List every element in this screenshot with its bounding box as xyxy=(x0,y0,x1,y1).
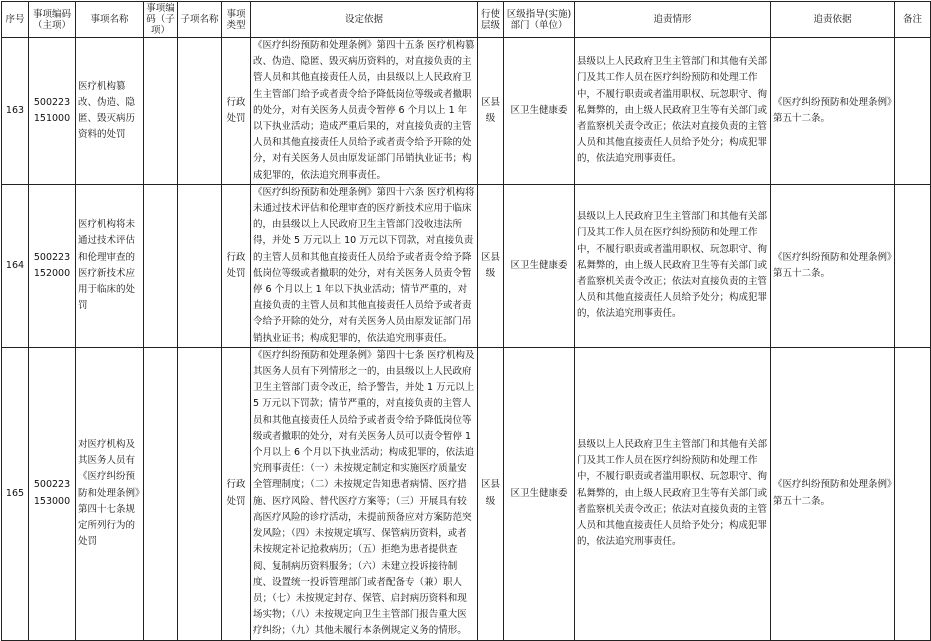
row-note xyxy=(895,347,931,640)
row-basis: 《医疗纠纷预防和处理条例》第四十七条 医疗机构及其医务人员有下列情形之一的，由县级以上人民政府卫生主管部门责令改正，给予警告，并处 1 万元以上 5 万元以下罚款；情节严重的，对直接负责的主管人员和其他直接责任人员给予或者责令给予降低岗位等级或者撤职的处分，对有关医务人员可以责令暂停 1 个月以上 6 个月以下执业活动；构成犯罪的，依法追究刑事责任：（一）未按规定制定和实施医疗质量安全管理制度；（二）未按规定告知患者病情、医疗措施、医疗风险、替代医疗方案等；（三）开展具有较高医疗风险的诊疗活动，未提前预备应对方案防范突发风险；（四）未按规定填写、保管病历资料，或者未按规定补记抢救病历；（五）拒绝为患者提供查阅、复制病历资料服务；（六）未建立投诉接待制度、设置统一投诉管理部门或者配备专（兼）职人员；（七）未按规定封存、保管、启封病历资料和现场实物；（八）未按规定向卫生主管部门报告重大医疗纠纷；（九）其他未履行本条例规定义务的情形。 xyxy=(251,347,478,640)
row-code: 500223153000 xyxy=(29,347,76,640)
header-seq: 序号 xyxy=(2,2,29,38)
header-sub-name: 子项名称 xyxy=(178,2,222,38)
row-seq: 163 xyxy=(2,38,29,185)
row-accountability: 县级以上人民政府卫生主管部门和其他有关部门及其工作人员在医疗纠纷预防和处理工作中，不履行职责或者滥用职权、玩忽职守、徇私舞弊的，由上级人民政府卫生等有关部门或者监察机关责令改正；依法对直接负责的主管人员和其他直接责任人员给予处分；构成犯罪的，依法追究刑事责任。 xyxy=(575,184,771,347)
row-basis: 《医疗纠纷预防和处理条例》第四十五条 医疗机构篡改、伪造、隐匿、毁灭病历资料的，对直接负责的主管人员和其他直接责任人员，由县级以上人民政府卫生主管部门给予或者责令给予降低岗位等级或者撤职的处分，对有关医务人员责令暂停 6 个月以上 1 年以下执业活动；造成严重后果的，对直接负责的主管人员和其他直接责任人员给予或者责令给予开除的处分，对有关医务人员由原发证部门吊销执业证书；构成犯罪的，依法追究刑事责任。 xyxy=(251,38,478,185)
row-code-sub xyxy=(144,347,178,640)
row-level: 区县级 xyxy=(478,184,504,347)
row-note xyxy=(895,184,931,347)
row-acc-basis: 《医疗纠纷预防和处理条例》第五十二条。 xyxy=(771,184,895,347)
row-basis: 《医疗纠纷预防和处理条例》第四十六条 医疗机构将未通过技术评估和伦理审查的医疗新技术应用于临床的，由县级以上人民政府卫生主管部门没收违法所得，并处 5 万元以上 10 万元以下罚款，对直接负责的主管人员和其他直接责任人员给予或者责令给予降低岗位等级或者撤职的处分，对有关医务人员责令暂停 6 个月以上 1 年以下执业活动；情节严重的，对直接负责的主管人员和其他直接责任人员给予或者责令给予开除的处分，对有关医务人员由原发证部门吊销执业证书；构成犯罪的，依法追究刑事责任。 xyxy=(251,184,478,347)
row-seq: 165 xyxy=(2,347,29,640)
row-acc-basis: 《医疗纠纷预防和处理条例》第五十二条。 xyxy=(771,347,895,640)
header-accountability: 追责情形 xyxy=(575,2,771,38)
row-type: 行政处罚 xyxy=(222,38,251,185)
header-row xyxy=(2,2,931,38)
row-name: 对医疗机构及其医务人员有《医疗纠纷预防和处理条例》第四十七条规定所列行为的处罚 xyxy=(76,347,144,640)
header-note: 备注 xyxy=(895,2,931,38)
row-dept: 区卫生健康委 xyxy=(504,347,575,640)
table-row xyxy=(2,347,931,640)
row-level: 区县级 xyxy=(478,38,504,185)
table-row xyxy=(2,184,931,347)
row-code: 500223152000 xyxy=(29,184,76,347)
table-row xyxy=(2,38,931,185)
header-code-sub: 事项编码（子项） xyxy=(144,2,178,38)
header-code-main: 事项编码（主项） xyxy=(29,2,76,38)
row-sub-name xyxy=(178,347,222,640)
row-name: 医疗机构篡改、伪造、隐匿、毁灭病历资料的处罚 xyxy=(76,38,144,185)
row-code-sub xyxy=(144,38,178,185)
row-seq: 164 xyxy=(2,184,29,347)
header-basis: 设定依据 xyxy=(251,2,478,38)
row-level: 区县级 xyxy=(478,347,504,640)
header-dept: 区级指导(实施)部门（单位） xyxy=(504,2,575,38)
row-code-sub xyxy=(144,184,178,347)
row-name: 医疗机构将未通过技术评估和伦理审查的医疗新技术应用于临床的处罚 xyxy=(76,184,144,347)
header-acc-basis: 追责依据 xyxy=(771,2,895,38)
row-accountability: 县级以上人民政府卫生主管部门和其他有关部门及其工作人员在医疗纠纷预防和处理工作中，不履行职责或者滥用职权、玩忽职守、徇私舞弊的，由上级人民政府卫生等有关部门或者监察机关责令改正；依法对直接负责的主管人员和其他直接责任人员给予处分；构成犯罪的，依法追究刑事责任。 xyxy=(575,38,771,185)
header-name: 事项名称 xyxy=(76,2,144,38)
row-dept: 区卫生健康委 xyxy=(504,38,575,185)
header-type: 事项类型 xyxy=(222,2,251,38)
row-note xyxy=(895,38,931,185)
row-dept: 区卫生健康委 xyxy=(504,184,575,347)
row-type: 行政处罚 xyxy=(222,184,251,347)
matter-table xyxy=(1,1,931,641)
row-acc-basis: 《医疗纠纷预防和处理条例》第五十二条。 xyxy=(771,38,895,185)
header-level: 行使层级 xyxy=(478,2,504,38)
row-type: 行政处罚 xyxy=(222,347,251,640)
row-code: 500223151000 xyxy=(29,38,76,185)
row-sub-name xyxy=(178,184,222,347)
row-sub-name xyxy=(178,38,222,185)
row-accountability: 县级以上人民政府卫生主管部门和其他有关部门及其工作人员在医疗纠纷预防和处理工作中，不履行职责或者滥用职权、玩忽职守、徇私舞弊的，由上级人民政府卫生等有关部门或者监察机关责令改正；依法对直接负责的主管人员和其他直接责任人员给予处分；构成犯罪的，依法追究刑事责任。 xyxy=(575,347,771,640)
